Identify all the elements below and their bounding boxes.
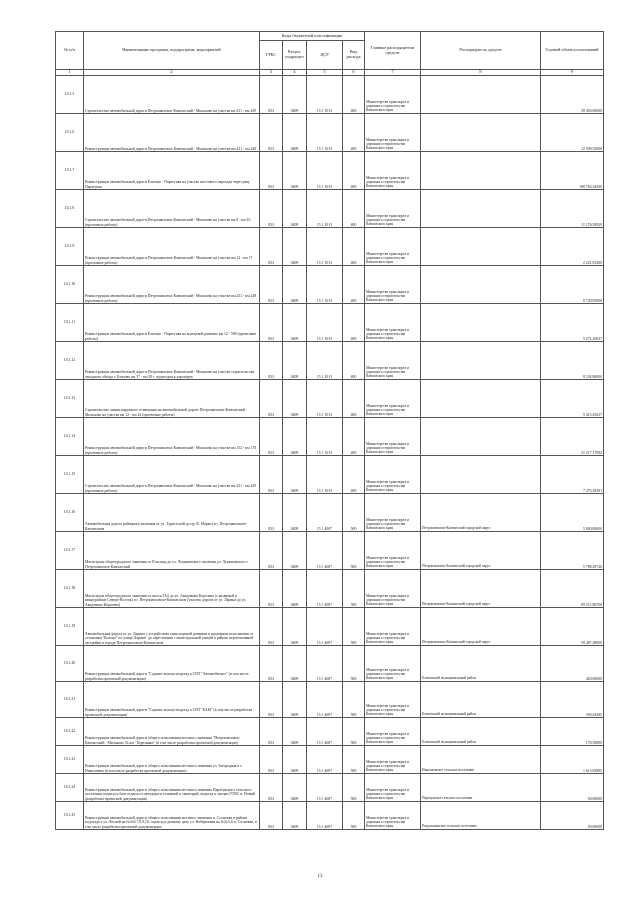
row-section: 0409 xyxy=(283,113,307,151)
row-csr: 15 1 1013 xyxy=(307,113,343,151)
row-name: Реконструкция автомобильной дороги общего пользования местного значения п. Сосновка в районе подъезда к ул. Лесной на №№6.7,8,9,10, подъезд к дачному цеху ул. Набережная на №№5,6 п. Сосновка, в том числе разработка проектной документации xyxy=(84,801,260,829)
header-csr: ЦСР xyxy=(307,41,343,70)
row-name: Реконструкция автомобильной дороги общего пользования местного значения ул. Загородная в г. Николаевка (в том числе разработка проектной документации) xyxy=(84,745,260,773)
row-responsible: Министерство транспорта и дорожного строительства Камчатского края xyxy=(365,417,421,455)
row-csr: 15 1 1013 xyxy=(307,151,343,189)
row-amount: 198 763,34300 xyxy=(541,151,604,189)
header-vr: Вид расхода xyxy=(343,41,365,70)
row-number: 10.1.11 xyxy=(56,303,84,341)
row-amount: 5 415,45637 xyxy=(541,379,604,417)
header-distributor: Распорядитель средств xyxy=(421,32,541,70)
row-vr: 400 xyxy=(343,341,365,379)
row-number: 10.1.16 xyxy=(56,493,84,531)
row-vr: 400 xyxy=(343,379,365,417)
header-index: 3 xyxy=(260,70,283,76)
row-grbs: 833 xyxy=(260,569,283,607)
row-csr: 15 1 1013 xyxy=(307,75,343,113)
row-name: Реконструкция автомобильной дороги общего пользования местного значения Паратунского сельского поселения подъезд к базе отдыха от автодороги основной в санаторий, подъезд к лагерю ГОЧС и. Новый (разработка проектной документации) xyxy=(84,773,260,801)
table-row xyxy=(56,569,604,607)
row-amount: 21 217,17082 xyxy=(541,417,604,455)
row-responsible: Министерство транспорта и дорожного строительства Камчатского края xyxy=(365,379,421,417)
row-vr: 500 xyxy=(343,569,365,607)
row-number: 10.1.18 xyxy=(56,569,84,607)
row-number: 10.1.10 xyxy=(56,265,84,303)
row-csr: 15 1 1013 xyxy=(307,455,343,493)
row-responsible: Министерство транспорта и дорожного строительства Камчатского края xyxy=(365,717,421,745)
table-row xyxy=(56,151,604,189)
row-distributor xyxy=(421,75,541,113)
row-section: 0409 xyxy=(283,455,307,493)
row-responsible: Министерство транспорта и дорожного строительства Камчатского края xyxy=(365,645,421,681)
row-csr: 15 1 4007 xyxy=(307,681,343,717)
row-responsible: Министерство транспорта и дорожного строительства Камчатского края xyxy=(365,189,421,227)
row-name: Реконструкция автомобильной дороги Петропавловск-Камчатский - Мильково на участке строительства западного обхода г. Елизово км 37 - км 39 с подъездом к аэропорту xyxy=(84,341,260,379)
row-responsible: Министерство транспорта и дорожного строительства Камчатского края xyxy=(365,227,421,265)
row-distributor: Раздольненское сельское поселение xyxy=(421,801,541,829)
row-name: Магистраль общегородского значения от II кольца до ул. Лукашевского, включая ул. Лукашевского г. Петропавловск-Камчатский xyxy=(84,531,260,569)
row-responsible: Министерство транспорта и дорожного строительства Камчатского края xyxy=(365,493,421,531)
header-index: 5 xyxy=(307,70,343,76)
row-name: Реконструкция автомобильной дороги Петропавловск-Камчатский - Мильково на участке км 231 - км 249 (проектные работы) xyxy=(84,265,260,303)
table-row xyxy=(56,379,604,417)
header-index: 6 xyxy=(343,70,365,76)
row-amount: 7 273,28381 xyxy=(541,455,604,493)
row-grbs: 833 xyxy=(260,607,283,645)
row-number: 10.1.24 xyxy=(56,773,84,801)
row-amount: 1 615,83885 xyxy=(541,745,604,773)
row-name: Реконструкция автомобильной дороги Петропавловск-Камчатский - Мильково на участке км 231 - км 249 xyxy=(84,113,260,151)
table-row xyxy=(56,265,604,303)
row-grbs: 833 xyxy=(260,265,283,303)
row-section: 0409 xyxy=(283,303,307,341)
table-row xyxy=(56,303,604,341)
row-responsible: Министерство транспорта и дорожного строительства Камчатского края xyxy=(365,745,421,773)
row-responsible: Министерство транспорта и дорожного строительства Камчатского края xyxy=(365,265,421,303)
table-row xyxy=(56,493,604,531)
row-number: 10.1.25 xyxy=(56,801,84,829)
row-amount: 420,00000 xyxy=(541,645,604,681)
row-responsible: Министерство транспорта и дорожного строительства Камчатского края xyxy=(365,113,421,151)
row-responsible: Министерство транспорта и дорожного строительства Камчатского края xyxy=(365,151,421,189)
row-csr: 15 1 1013 xyxy=(307,303,343,341)
row-csr: 15 1 4007 xyxy=(307,717,343,745)
row-section: 0409 xyxy=(283,151,307,189)
row-section: 0409 xyxy=(283,189,307,227)
table-row xyxy=(56,113,604,151)
page-number: 13 xyxy=(317,874,323,879)
row-responsible: Министерство транспорта и дорожного строительства Камчатского края xyxy=(365,455,421,493)
row-vr: 500 xyxy=(343,773,365,801)
row-number: 10.1.14 xyxy=(56,417,84,455)
header-index: 2 xyxy=(84,70,260,76)
row-grbs: 833 xyxy=(260,681,283,717)
table-row xyxy=(56,745,604,773)
row-responsible: Министерство транспорта и дорожного строительства Камчатского края xyxy=(365,341,421,379)
row-section: 0409 xyxy=(283,607,307,645)
row-name: Реконструкция автомобильной дороги Петропавловск-Камчатский - Мильково на участке км 152 - км 170 (проектные работы) xyxy=(84,417,260,455)
row-vr: 500 xyxy=(343,607,365,645)
row-distributor xyxy=(421,189,541,227)
row-csr: 15 1 1013 xyxy=(307,227,343,265)
row-section: 0409 xyxy=(283,493,307,531)
row-name: Магистраль общегородского значения от моста ГАЗ до ул. Академика Королева (с развязкой в микрорайоне Северо-Восток) в г. Петропавловске-Камчатском (участок дороги от ул. Ларина до ул. Академика Королева) xyxy=(84,569,260,607)
row-grbs: 833 xyxy=(260,531,283,569)
row-amount: 8 720,95900 xyxy=(541,265,604,303)
row-section: 0409 xyxy=(283,227,307,265)
header-amount: Годовой объем ассигнований xyxy=(541,32,604,70)
row-amount: 39 450,00000 xyxy=(541,75,604,113)
row-amount: 12 599,55000 xyxy=(541,113,604,151)
table-row xyxy=(56,645,604,681)
row-section: 0409 xyxy=(283,745,307,773)
row-amount: 5 788,29726 xyxy=(541,531,604,569)
header-index: 1 xyxy=(56,70,84,76)
row-vr: 500 xyxy=(343,645,365,681)
row-grbs: 833 xyxy=(260,379,283,417)
row-distributor xyxy=(421,379,541,417)
row-number: 10.1.12 xyxy=(56,341,84,379)
header-index: 9 xyxy=(541,70,604,76)
row-responsible: Министерство транспорта и дорожного строительства Камчатского края xyxy=(365,569,421,607)
row-section: 0409 xyxy=(283,569,307,607)
row-vr: 500 xyxy=(343,531,365,569)
row-csr: 15 1 4007 xyxy=(307,531,343,569)
row-distributor: Паратунское сельское поселение xyxy=(421,773,541,801)
row-grbs: 833 xyxy=(260,745,283,773)
row-amount: 350,64385 xyxy=(541,681,604,717)
row-name: Автомобильная дорога от ул. Ларина с устройством транспортной развязки в надземном исполнении от остановки "Кольцо" по улице Ларина" до пересечения с магистральной улицей в районе перспективной застройки в городе Петропавловске-Камчатском xyxy=(84,607,260,645)
row-section: 0409 xyxy=(283,717,307,745)
row-grbs: 833 xyxy=(260,417,283,455)
row-amount: 50,00000 xyxy=(541,773,604,801)
row-name: Реконструкция автомобильной дороги Петропавловск-Камчатский - Мильково на участке км 12 - км 17 (проектные работы) xyxy=(84,227,260,265)
row-number: 10.1.7 xyxy=(56,151,84,189)
row-distributor xyxy=(421,265,541,303)
row-name: Строительство автомобильной дороги Петропавловск-Камчатский - Мильково на участке км 0 - км 16 (проектные работы) xyxy=(84,189,260,227)
table-row xyxy=(56,717,604,745)
row-number: 10.1.19 xyxy=(56,607,84,645)
row-csr: 15 1 4007 xyxy=(307,569,343,607)
budget-table-sheet xyxy=(55,31,603,830)
row-number: 10.1.17 xyxy=(56,531,84,569)
row-amount: 11 176,59929 xyxy=(541,189,604,227)
row-number: 10.1.8 xyxy=(56,189,84,227)
row-csr: 15 1 4007 xyxy=(307,801,343,829)
row-csr: 15 1 1013 xyxy=(307,341,343,379)
header-index: 8 xyxy=(421,70,541,76)
row-responsible: Министерство транспорта и дорожного строительства Камчатского края xyxy=(365,75,421,113)
table-row xyxy=(56,75,604,113)
row-section: 0409 xyxy=(283,417,307,455)
row-csr: 15 1 4007 xyxy=(307,645,343,681)
row-grbs: 833 xyxy=(260,341,283,379)
row-vr: 400 xyxy=(343,75,365,113)
row-name: Реконструкция автомобильной дороги Елизово - Паратунка на участке мостового перехода через реку Паратунка xyxy=(84,151,260,189)
row-vr: 400 xyxy=(343,227,365,265)
row-number: 10.1.6 xyxy=(56,113,84,151)
row-amount: 5 000,00000 xyxy=(541,493,604,531)
row-vr: 400 xyxy=(343,455,365,493)
row-grbs: 833 xyxy=(260,773,283,801)
row-amount: 8 192,80000 xyxy=(541,341,604,379)
row-amount: 5 271,20637 xyxy=(541,303,604,341)
table-row xyxy=(56,681,604,717)
row-number: 10.1.23 xyxy=(56,745,84,773)
row-number: 10.1.9 xyxy=(56,227,84,265)
row-responsible: Министерство транспорта и дорожного строительства Камчатского края xyxy=(365,681,421,717)
header-row-1 xyxy=(56,32,604,41)
row-grbs: 833 xyxy=(260,189,283,227)
row-distributor: Елизовский муниципальный район xyxy=(421,681,541,717)
header-responsible: Главные распорядители средств xyxy=(365,32,421,70)
table-row xyxy=(56,341,604,379)
row-amount: 50,00000 xyxy=(541,801,604,829)
row-number: 10.1.22 xyxy=(56,717,84,745)
row-name: Строительство автомобильной дороги Петропавловск-Камчатский - Мильково на участке км 231 - км 249 xyxy=(84,75,260,113)
row-vr: 400 xyxy=(343,189,365,227)
row-section: 0409 xyxy=(283,75,307,113)
row-amount: 170,39000 xyxy=(541,717,604,745)
row-name: Реконструкция автомобильной дороги "Садовое кольцо-подъезд к СНТ "БАМ" (в том числе разработка проектной документации) xyxy=(84,681,260,717)
row-vr: 500 xyxy=(343,801,365,829)
row-section: 0409 xyxy=(283,773,307,801)
row-section: 0409 xyxy=(283,379,307,417)
row-number: 10.1.21 xyxy=(56,681,84,717)
row-csr: 15 1 1013 xyxy=(307,189,343,227)
header-index: 7 xyxy=(365,70,421,76)
row-csr: 15 1 4007 xyxy=(307,745,343,773)
row-responsible: Министерство транспорта и дорожного строительства Камчатского края xyxy=(365,531,421,569)
row-vr: 400 xyxy=(343,303,365,341)
row-distributor: Елизовский муниципальный район xyxy=(421,645,541,681)
row-grbs: 833 xyxy=(260,493,283,531)
row-distributor: Петропавловск-Камчатский городской округ xyxy=(421,493,541,531)
row-vr: 400 xyxy=(343,265,365,303)
row-distributor: Петропавловск-Камчатский городской округ xyxy=(421,569,541,607)
row-number: 10.1.5 xyxy=(56,75,84,113)
row-vr: 400 xyxy=(343,417,365,455)
row-csr: 15 1 1013 xyxy=(307,417,343,455)
row-grbs: 833 xyxy=(260,151,283,189)
row-grbs: 833 xyxy=(260,645,283,681)
row-distributor xyxy=(421,303,541,341)
row-name: Строительство автомобильной дороги Петропавловск-Камчатский - Мильково на участке км 231 - км 249 (проектные работы) xyxy=(84,455,260,493)
row-number: 10.1.15 xyxy=(56,455,84,493)
row-amount: 59 487,28000 xyxy=(541,607,604,645)
row-csr: 15 1 4007 xyxy=(307,773,343,801)
row-responsible: Министерство транспорта и дорожного строительства Камчатского края xyxy=(365,801,421,829)
row-responsible: Министерство транспорта и дорожного строительства Камчатского края xyxy=(365,303,421,341)
table-body xyxy=(56,75,604,829)
table-row xyxy=(56,607,604,645)
row-section: 0409 xyxy=(283,341,307,379)
row-vr: 500 xyxy=(343,681,365,717)
table-row xyxy=(56,189,604,227)
row-name: Строительство линии наружного освещения на автомобильной дороге Петропавловск-Камчатский - Мильково на участке км 12 - км 24 (проектные работы) xyxy=(84,379,260,417)
row-section: 0409 xyxy=(283,645,307,681)
table-row xyxy=(56,801,604,829)
row-distributor: Петропавловск-Камчатский городской округ xyxy=(421,531,541,569)
row-name: Реконструкция автомобильной дороги Елизово - Паратунка на кольцевой развязке км 12 - 500 (проектные работы) xyxy=(84,303,260,341)
row-grbs: 833 xyxy=(260,303,283,341)
header-index: 4 xyxy=(283,70,307,76)
row-name: Реконструкция автомобильной дороги общего пользования местного значения "Петропавловск-Камчатский - Мильково 54 км - Березняки" (в том числе разработка проектной документации) xyxy=(84,717,260,745)
row-section: 0409 xyxy=(283,265,307,303)
row-csr: 15 1 1013 xyxy=(307,265,343,303)
row-distributor xyxy=(421,151,541,189)
row-distributor xyxy=(421,341,541,379)
row-grbs: 833 xyxy=(260,227,283,265)
row-name: Реконструкция автомобильной дороги "Садовое кольцо-подъезд к СНТ "Автомобилист" (в том числе разработка проектной документации) xyxy=(84,645,260,681)
row-grbs: 833 xyxy=(260,75,283,113)
table-row xyxy=(56,227,604,265)
row-number: 10.1.20 xyxy=(56,645,84,681)
row-distributor: Елизовский муниципальный район xyxy=(421,717,541,745)
row-vr: 400 xyxy=(343,113,365,151)
row-distributor xyxy=(421,227,541,265)
row-number: 10.1.13 xyxy=(56,379,84,417)
row-distributor: Николаевское сельское поселение xyxy=(421,745,541,773)
row-name: Автомобильная дорога районного значения от ул. Туристской до пр. К. Маркса в г. Петропавловске-Камчатском xyxy=(84,493,260,531)
row-grbs: 833 xyxy=(260,113,283,151)
row-section: 0409 xyxy=(283,801,307,829)
row-amount: 69 511,86700 xyxy=(541,569,604,607)
row-vr: 500 xyxy=(343,493,365,531)
row-csr: 15 1 4007 xyxy=(307,607,343,645)
budget-table xyxy=(55,31,604,830)
row-csr: 15 1 4007 xyxy=(307,493,343,531)
row-distributor xyxy=(421,417,541,455)
table-row xyxy=(56,417,604,455)
row-grbs: 833 xyxy=(260,717,283,745)
row-amount: 2 221,81400 xyxy=(541,227,604,265)
row-section: 0409 xyxy=(283,531,307,569)
header-codes-group: Коды бюджетной классификации xyxy=(260,32,365,41)
row-section: 0409 xyxy=(283,681,307,717)
row-distributor xyxy=(421,113,541,151)
row-responsible: Министерство транспорта и дорожного строительства Камчатского края xyxy=(365,773,421,801)
row-grbs: 833 xyxy=(260,801,283,829)
row-vr: 500 xyxy=(343,745,365,773)
table-row xyxy=(56,455,604,493)
header-section: Раздел, подраздел xyxy=(283,41,307,70)
row-responsible: Министерство транспорта и дорожного строительства Камчатского края xyxy=(365,607,421,645)
table-row xyxy=(56,531,604,569)
row-distributor: Петропавловск-Камчатский городской округ xyxy=(421,607,541,645)
row-grbs: 833 xyxy=(260,455,283,493)
row-vr: 400 xyxy=(343,151,365,189)
header-name: Наименование программ, подпрограмм, мероприятий xyxy=(84,32,260,70)
row-csr: 15 1 1013 xyxy=(307,379,343,417)
header-num: № п/п xyxy=(56,32,84,70)
header-grbs: ГРБС xyxy=(260,41,283,70)
table-row xyxy=(56,773,604,801)
row-vr: 500 xyxy=(343,717,365,745)
row-distributor xyxy=(421,455,541,493)
